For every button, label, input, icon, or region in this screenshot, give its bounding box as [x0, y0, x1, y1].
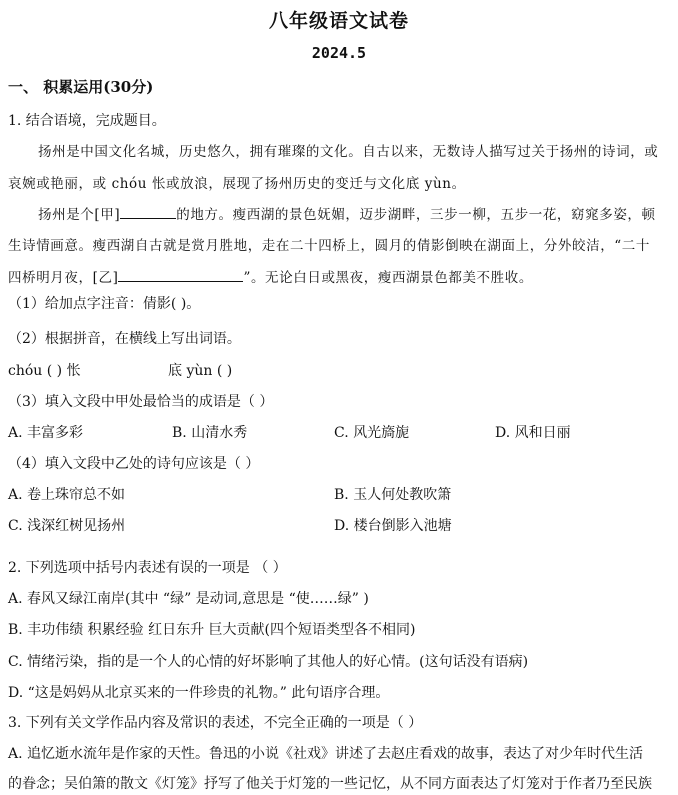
sub-question-2: （2）根据拼音，在横线上写出词语。 [8, 331, 241, 347]
exam-date: 2024.5 [311, 44, 367, 62]
blank-yi[interactable] [118, 268, 243, 282]
page-title: 八年级语文试卷 [268, 10, 409, 32]
question-2-stem: 2. 下列选项中括号内表述有误的一项是 （ ） [8, 560, 287, 576]
passage-2-line-3 [8, 266, 533, 286]
q2-option-c[interactable]: C. 情绪污染，指的是一个人的心情的好坏影响了其他人的好心情。(这句话没有语病) [8, 654, 529, 670]
passage-1-line-1: 扬州是中国文化名城，历史悠久，拥有璀璨的文化。自古以来，无数诗人描写过关于扬州的诗词，或 [38, 144, 659, 160]
passage-2-line-2: 生诗情画意。瘦西湖自古就是赏月胜地，走在二十四桥上，圆月的倩影倒映在湖面上，分外皎洁，“二十 [8, 238, 650, 254]
sub4-option-a[interactable]: A. 卷上珠帘总不如 [8, 487, 126, 503]
sub-question-1: （1）给加点字注音：倩影( )。 [8, 296, 201, 312]
passage-1-line-2: 哀婉或艳丽，或 chóu 怅或放浪，展现了扬州历史的变迁与文化底 yùn。 [8, 176, 466, 192]
q2-option-d[interactable]: D. “这是妈妈从北京买来的一件珍贵的礼物。” 此句语序合理。 [8, 685, 390, 701]
passage-2-line-3-start: 四桥明月夜，[乙] [8, 270, 119, 286]
sub-question-3: （3）填入文段中甲处最恰当的成语是（ ） [8, 394, 274, 410]
q2-option-a[interactable]: A. 春风又绿江南岸(其中 “绿” 是动词,意思是 “使……绿” ) [8, 591, 369, 607]
sub4-option-d[interactable]: D. 楼台倒影入池塘 [334, 518, 452, 534]
question-3-stem: 3. 下列有关文学作品内容及常识的表述，不完全正确的一项是（ ） [8, 715, 423, 731]
sub4-option-c[interactable]: C. 浅深红树见扬州 [8, 518, 126, 534]
sub-question-4: （4）填入文段中乙处的诗句应该是（ ） [8, 456, 260, 472]
question-1-stem: 1. 结合语境，完成题目。 [8, 113, 166, 129]
q2-option-b[interactable]: B. 丰功伟绩 积累经验 红日东升 巨大贡献(四个短语类型各不相同) [8, 622, 416, 638]
section-heading: 一、 积累运用(30分) [8, 78, 154, 96]
sub3-option-b[interactable]: B. 山清水秀 [172, 425, 248, 441]
passage-2-line-1-end: 的地方。瘦西湖的景色妩媚，迈步湖畔，三步一柳，五步一花，窈窕多姿，顿 [176, 207, 656, 223]
blank-jia[interactable] [120, 205, 176, 219]
passage-2-line-1-start: 扬州是个[甲] [38, 207, 121, 223]
passage-2-line-1 [38, 203, 656, 223]
pinyin-item-yun: 底 yùn ( ) [168, 363, 233, 379]
sub3-option-a[interactable]: A. 丰富多彩 [8, 425, 84, 441]
sub3-option-c[interactable]: C. 风光旖旎 [334, 425, 410, 441]
passage-2-line-3-end: ”。无论白日或黑夜，瘦西湖景色都美不胜收。 [243, 270, 533, 286]
pinyin-item-chou: chóu ( ) 怅 [8, 363, 81, 379]
sub3-option-d[interactable]: D. 风和日丽 [495, 425, 571, 441]
q3-option-a-line-2: 的眷念；吴伯箫的散文《灯笼》抒写了他关于灯笼的一些记忆，从不同方面表达了灯笼对于作者乃至民族 [8, 776, 652, 792]
sub4-option-b[interactable]: B. 玉人何处教吹箫 [334, 487, 452, 503]
q3-option-a-line-1[interactable]: A. 追忆逝水流年是作家的天性。鲁迅的小说《社戏》讲述了去赵庄看戏的故事，表达了对少年时代生活 [8, 746, 644, 762]
